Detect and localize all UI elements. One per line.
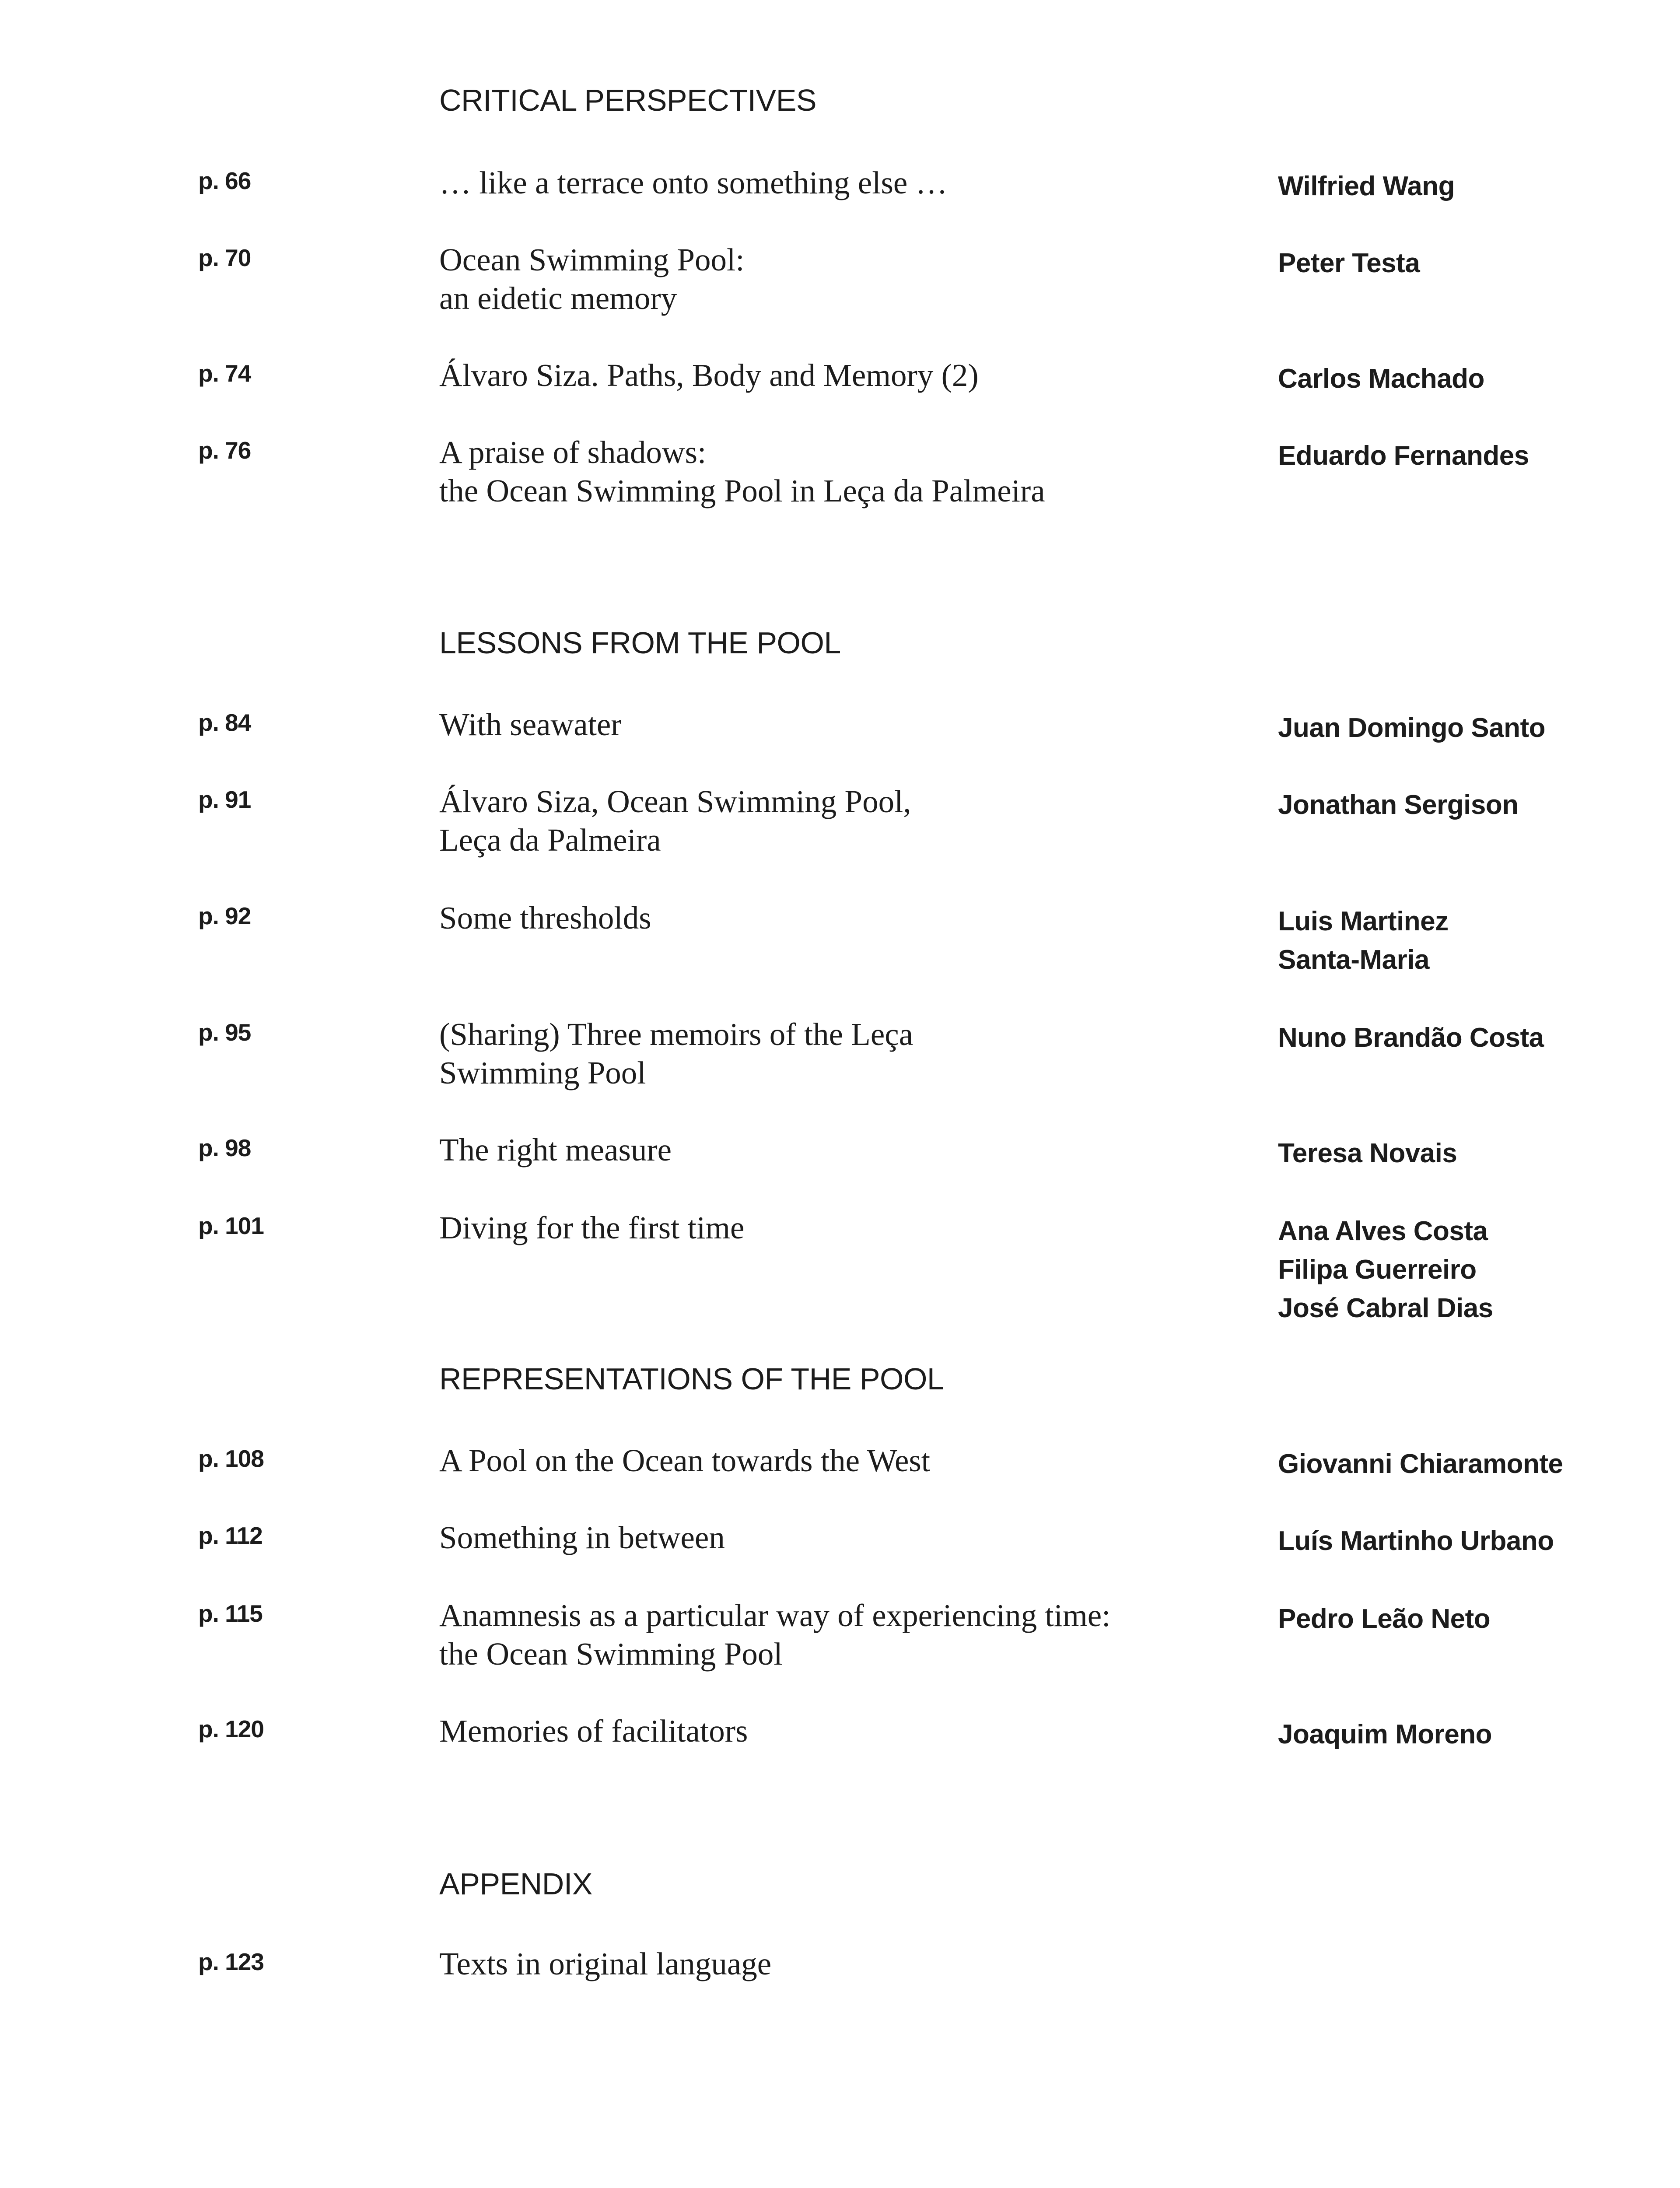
author-name: Ana Alves Costa <box>1278 1216 1488 1246</box>
entry-author <box>1278 1522 1554 1560</box>
entry-title <box>439 782 911 859</box>
entry-title <box>439 164 948 202</box>
entry-title-line: Álvaro Siza. Paths, Body and Memory (2) <box>439 358 979 393</box>
entry-title-line: With seawater <box>439 707 622 742</box>
page-ref: p. 120 <box>198 1715 264 1743</box>
entry-title-line: an eidetic memory <box>439 281 677 316</box>
author-name: José Cabral Dias <box>1278 1293 1493 1323</box>
entry-title <box>439 1131 672 1169</box>
entry-title <box>439 1945 771 1983</box>
page-ref: p. 84 <box>198 709 251 736</box>
author-name: Peter Testa <box>1278 248 1420 278</box>
entry-title <box>439 241 745 318</box>
section-heading-critical-perspectives: CRITICAL PERSPECTIVES <box>439 83 817 117</box>
entry-title-line: Álvaro Siza, Ocean Swimming Pool, <box>439 784 911 819</box>
page-ref: p. 101 <box>198 1212 264 1239</box>
entry-title <box>439 356 979 395</box>
entry-title-line: the Ocean Swimming Pool in Leça da Palmeira <box>439 473 1045 508</box>
entry-title <box>439 1441 930 1480</box>
entry-author <box>1278 244 1420 283</box>
page-ref: p. 98 <box>198 1134 251 1161</box>
entry-title-line: Memories of facilitators <box>439 1713 748 1749</box>
section-heading-representations-of-the-pool: REPRESENTATIONS OF THE POOL <box>439 1362 944 1396</box>
section-heading-appendix: APPENDIX <box>439 1867 592 1901</box>
page-ref: p. 123 <box>198 1948 264 1975</box>
entry-title-line: Ocean Swimming Pool: <box>439 242 745 277</box>
toc-entry-wang[interactable] <box>0 165 1680 201</box>
author-name: Jonathan Sergison <box>1278 790 1519 820</box>
entry-title-line: A Pool on the Ocean towards the West <box>439 1443 931 1478</box>
author-name: Wilfried Wang <box>1278 171 1455 201</box>
entry-title-line: Texts in original language <box>439 1946 772 1981</box>
entry-title <box>439 1015 913 1092</box>
entry-author <box>1278 1715 1492 1754</box>
author-name: Juan Domingo Santo <box>1278 713 1545 743</box>
entry-title-line: Something in between <box>439 1520 725 1555</box>
entry-title <box>439 1712 748 1750</box>
entry-title-line: The right measure <box>439 1132 672 1168</box>
entry-title-line: (Sharing) Three memoirs of the Leça <box>439 1017 914 1052</box>
toc-entry-martinez[interactable] <box>0 900 1680 975</box>
entry-author <box>1278 1445 1563 1483</box>
page-ref: p. 91 <box>198 786 251 813</box>
entry-author <box>1278 167 1455 206</box>
entry-title-line: the Ocean Swimming Pool <box>439 1636 783 1672</box>
entry-author <box>1278 360 1484 398</box>
author-name: Eduardo Fernandes <box>1278 441 1529 471</box>
toc-entry-novais[interactable] <box>0 1132 1680 1168</box>
entry-title-line: Anamnesis as a particular way of experiencing time: <box>439 1598 1111 1633</box>
page-ref: p. 115 <box>198 1600 262 1627</box>
author-name: Carlos Machado <box>1278 364 1484 394</box>
page-ref: p. 74 <box>198 360 251 387</box>
author-name: Nuno Brandão Costa <box>1278 1023 1544 1053</box>
author-name: Luis Martinez <box>1278 906 1449 936</box>
page-ref: p. 95 <box>198 1019 251 1046</box>
author-name: Teresa Novais <box>1278 1138 1457 1168</box>
toc-entry-testa[interactable] <box>0 242 1680 316</box>
page-ref: p. 66 <box>198 167 251 194</box>
entry-author <box>1278 437 1529 475</box>
author-name: Luís Martinho Urbano <box>1278 1526 1554 1556</box>
entry-author <box>1278 709 1545 747</box>
toc-entry-moreno[interactable] <box>0 1713 1680 1750</box>
entry-title <box>439 1518 725 1557</box>
entry-author <box>1278 1212 1493 1328</box>
author-name: Filipa Guerreiro <box>1278 1255 1477 1285</box>
author-name: Giovanni Chiaramonte <box>1278 1449 1563 1479</box>
page-ref: p. 108 <box>198 1445 264 1472</box>
author-name: Joaquim Moreno <box>1278 1719 1492 1750</box>
page-ref: p. 92 <box>198 902 251 929</box>
entry-title-line: Swimming Pool <box>439 1055 646 1090</box>
toc-entry-diving[interactable] <box>0 1210 1680 1323</box>
page-ref: p. 76 <box>198 437 251 464</box>
entry-title <box>439 433 1045 510</box>
entry-title-line: Leça da Palmeira <box>439 822 661 858</box>
author-name: Santa-Maria <box>1278 945 1429 975</box>
entry-title-line: … like a terrace onto something else … <box>439 165 948 200</box>
entry-title-line: Diving for the first time <box>439 1210 745 1245</box>
entry-author <box>1278 1600 1490 1638</box>
entry-title <box>439 1209 744 1247</box>
entry-author <box>1278 1134 1457 1173</box>
entry-title <box>439 899 651 937</box>
author-name: Pedro Leão Neto <box>1278 1604 1491 1634</box>
entry-title <box>439 705 622 744</box>
entry-title-line: A praise of shadows: <box>439 435 707 470</box>
toc-entry-texts[interactable] <box>0 1946 1680 1981</box>
entry-title <box>439 1596 1110 1673</box>
entry-title-line: Some thresholds <box>439 900 651 936</box>
entry-author <box>1278 1019 1544 1057</box>
section-heading-lessons-from-the-pool: LESSONS FROM THE POOL <box>439 626 841 660</box>
page-ref: p. 112 <box>198 1522 262 1549</box>
page-ref: p. 70 <box>198 244 251 271</box>
entry-author <box>1278 902 1449 979</box>
entry-author <box>1278 786 1519 824</box>
